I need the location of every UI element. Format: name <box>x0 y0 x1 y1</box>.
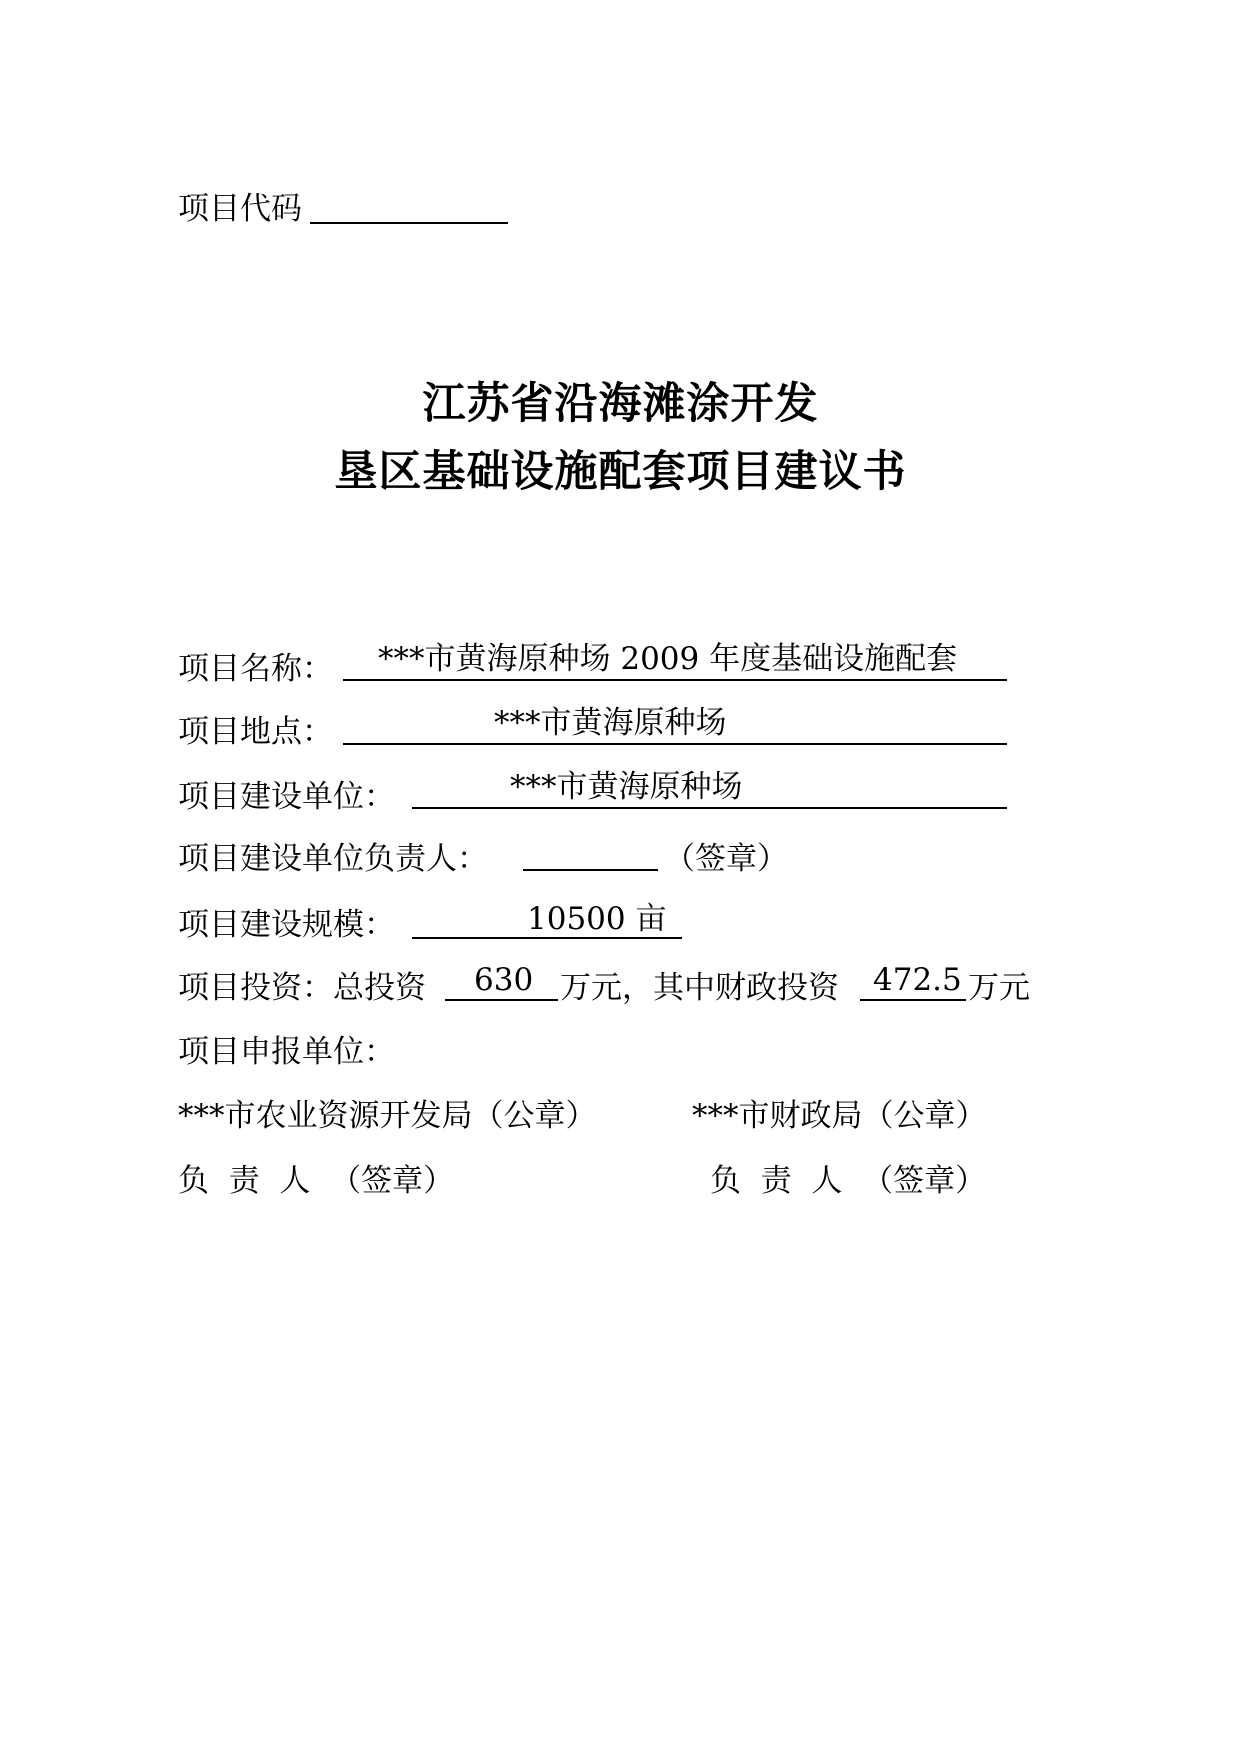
investment-fiscal-value: 472.5 <box>873 962 962 998</box>
scale-value: 10500 亩 <box>527 901 667 937</box>
signature-left-person: 负 责 人 （签章） <box>178 1163 455 1199</box>
unit-leader-seal-note: （签章） <box>664 841 788 877</box>
applicant-label: 项目申报单位： <box>178 1034 395 1070</box>
signature-right-person: 负 责 人 （签章） <box>710 1163 987 1199</box>
signature-left-org: ***市农业资源开发局（公章） <box>178 1098 597 1134</box>
scale-label: 项目建设规模： <box>178 907 395 943</box>
unit-leader-blank[interactable] <box>523 869 658 871</box>
investment-total-underline <box>445 999 558 1001</box>
project-name-label: 项目名称： <box>178 651 333 687</box>
project-location-label: 项目地点： <box>178 714 333 750</box>
construction-unit-label: 项目建设单位： <box>178 779 395 815</box>
project-code-blank[interactable] <box>310 222 508 224</box>
investment-fiscal-underline <box>860 999 966 1001</box>
investment-total-value: 630 <box>474 962 534 998</box>
signature-right-org: ***市财政局（公章） <box>692 1098 987 1134</box>
project-name-underline <box>343 679 1007 681</box>
project-name-value: ***市黄海原种场 2009 年度基础设施配套 <box>378 641 958 677</box>
project-code-label: 项目代码 <box>178 191 302 227</box>
investment-unit: 万元 <box>968 970 1030 1006</box>
project-location-underline <box>343 743 1007 745</box>
construction-unit-underline <box>412 807 1007 809</box>
doc-title-line1: 江苏省沿海滩涂开发 <box>422 379 819 429</box>
doc-title-line2: 垦区基础设施配套项目建议书 <box>334 447 907 497</box>
unit-leader-label: 项目建设单位负责人： <box>178 841 488 877</box>
investment-middle-text: 万元，其中财政投资 <box>560 970 839 1006</box>
project-location-value: ***市黄海原种场 <box>494 705 727 741</box>
investment-label: 项目投资：总投资 <box>178 970 426 1006</box>
scale-underline <box>412 937 682 939</box>
construction-unit-value: ***市黄海原种场 <box>510 769 743 805</box>
